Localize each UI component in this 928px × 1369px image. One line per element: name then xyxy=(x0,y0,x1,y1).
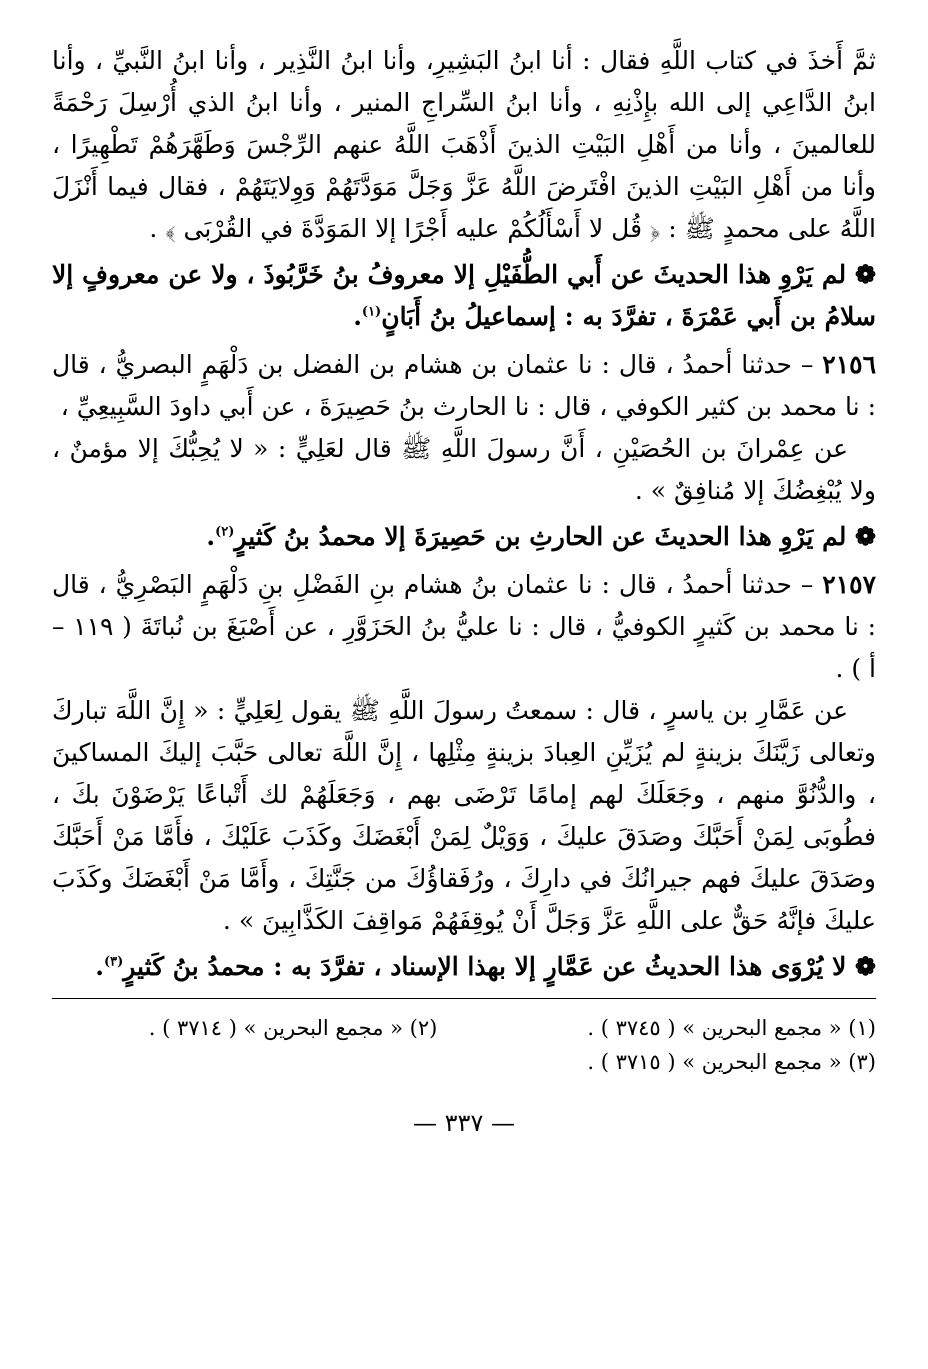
takhrij-note-2: ❁ لم يَرْوِ هذا الحديثَ عن الحارثِ بن حَصِيرَةَ إلا محمدُ بنُ كَثيرٍ$^{(٢)}$. xyxy=(206,522,876,551)
footnote-3: (٣) « مجمع البحرين » ( ٣٧١٥ ) . xyxy=(587,1050,876,1074)
footnote-divider xyxy=(52,998,876,999)
divider-line xyxy=(52,998,876,999)
hadith-isnad-text: – حدثنا أحمدُ ، قال : نا عثمان بنُ هشام بنِ الفَضْلِ بنِ دَلْهَمٍ البَصْرِيُّ ، قال : نا محمد بن كَثيرٍ الكوفيُّ ، قال : نا عليُّ بنُ الحَزَوَّرِ ، عن أَصْبَغَ بن نُباتَةَ ( ١١٩ – أ ) . xyxy=(52,570,876,683)
hadith-number: ٢١٥٦ xyxy=(822,350,876,379)
footnote-2: (٢) « مجمع البحرين » ( ٣٧١٤ ) . xyxy=(148,1016,438,1040)
flower-ornament-icon: ❁ xyxy=(855,522,876,551)
page-number: — ٣٣٧ — xyxy=(413,1109,515,1137)
takhrij-note-1: ❁ لم يَرْوِ هذا الحديثَ عن أَبي الطُّفَيْلِ إلا معروفُ بنُ خَرَّبُوذَ ، ولا عن معروفٍ إلا سلامُ بن أَبي عَمْرَةَ ، تفرَّدَ به : إسماعيلُ بنُ أَبَانٍ$^{(١)}$. xyxy=(52,260,876,331)
flower-ornament-icon: ❁ xyxy=(855,260,876,289)
hadith-2156-isnad xyxy=(52,344,876,428)
takhrij-note-text: لم يَرْوِ هذا الحديثَ عن أَبي الطُّفَيْلِ إلا معروفُ بنُ خَرَّبُوذَ ، ولا عن معروفٍ إلا سلامُ بن أَبي عَمْرَةَ ، تفرَّدَ به : إسماعيلُ بنُ أَبَانٍ xyxy=(52,260,876,331)
takhrij-note-3: ❁ لا يُرْوَى هذا الحديثُ عن عَمَّارٍ إلا بهذا الإسناد ، تفرَّدَ به : محمدُ بنُ كَثيرٍ$^{(٣)}$. xyxy=(95,952,876,981)
flower-ornament-icon: ❁ xyxy=(855,952,876,981)
hadith-2156-matn: عن عِمْرانَ بن الحُصَيْنِ ، أَنَّ رسولَ اللَّهِ ﷺ قال لعَلِيٍّ : « لا يُحِبُّكَ إلا مؤمنٌ ، ولا يُبْغِضُكَ إلا مُنافِقٌ » . xyxy=(52,434,876,505)
hadith-isnad-text: – حدثنا أحمدُ ، قال : نا عثمان بن هشام بن الفضل بن دَلْهَمٍ البصريُّ ، قال : نا محمد بن كثير الكوفي ، قال : نا الحارث بنُ حَصِيرَةَ ، عن أَبي داودَ السَّبِيعِيِّ ، xyxy=(52,350,876,421)
footnote-ref: (١) xyxy=(361,304,382,320)
footnote-ref: (٣) xyxy=(103,954,124,970)
hadith-2157-matn: عن عَمَّارِ بن ياسرٍ ، قال : سمعتُ رسولَ اللَّهِ ﷺ يقول لِعَلِيٍّ : « إِنَّ اللَّهَ تباركَ وتعالى زَيَّنَكَ بزينةٍ لم يُزَيِّنِ العِبادَ بزينةٍ مِثْلِها ، إِنَّ اللَّهَ تعالى حَبَّبَ إليكَ المساكينَ ، والدُّنُوَّ منهم ، وجَعَلَكَ لهم إمامًا تَرْضَى بهم ، وَجَعَلَهُمْ لك أَتْباعًا يَرْضَوْنَ بكَ ، فطُوبَى لِمَنْ أَحَبَّكَ وصَدَقَ عليكَ ، وَوَيْلٌ لِمَنْ أَبْغَضَكَ وكَذَبَ عَلَيْكَ ، فأَمَّا مَنْ أَحَبَّكَ وصَدَقَ عليكَ فهم جيرانُكَ في دارِكَ ، ورُفَقاؤُكَ من جَنَّتِكَ ، وأَمَّا مَنْ أَبْغَضَكَ وكَذَبَ عليكَ فإنَّهُ حَقٌّ على اللَّهِ عَزَّ وَجَلَّ أَنْ يُوقِفَهُمْ مَواقِفَ الكَذَّابِينَ » . xyxy=(52,696,876,935)
footnote-1: (١) « مجمع البحرين » ( ٣٧٤٥ ) . xyxy=(587,1016,876,1040)
footnotes-block xyxy=(52,1011,876,1079)
hadith-continuation-paragraph: ثمَّ أَخذَ في كتاب اللَّهِ فقال : أنا ابنُ البَشِيرِ، وأنا ابنُ النَّذِير ، وأنا ابنُ النَّبيِّ ، وأنا ابنُ الدَّاعِي إلى الله بإِذْنِهِ ، وأنا ابنُ السِّراجِ المنير ، وأنا ابنُ الذي أُرْسِلَ رَحْمَةً للعالمينَ ، وأنا من أَهْلِ البَيْتِ الذينَ أَذْهَبَ اللَّهُ عنهم الرِّجْسَ وَطَهَّرَهُمْ تَطْهِيرًا ، وأنا من أَهْلِ البَيْتِ الذينَ افْتَرضَ اللَّهُ عَزَّ وَجَلَّ مَوَدَّتَهُمْ وَوِلايَتَهُمْ ، فقال فيما أَنْزَلَ اللَّهُ على محمدٍ ﷺ : ﴿ قُل لا أَسْأَلُكُمْ عليه أَجْرًا إلا المَوَدَّةَ في القُرْبَى ﴾ . xyxy=(52,46,876,243)
hadith-number: ٢١٥٧ xyxy=(822,570,876,599)
takhrij-note-text: لا يُرْوَى هذا الحديثُ عن عَمَّارٍ إلا بهذا الإسناد ، تفرَّدَ به : محمدُ بنُ كَثيرٍ xyxy=(123,952,847,981)
footnote-ref: (٢) xyxy=(215,524,235,540)
hadith-2157-isnad xyxy=(52,564,876,690)
takhrij-note-text: لم يَرْوِ هذا الحديثَ عن الحارثِ بن حَصِيرَةَ إلا محمدُ بنُ كَثيرٍ xyxy=(234,522,847,551)
footnotes-row xyxy=(52,1011,876,1045)
